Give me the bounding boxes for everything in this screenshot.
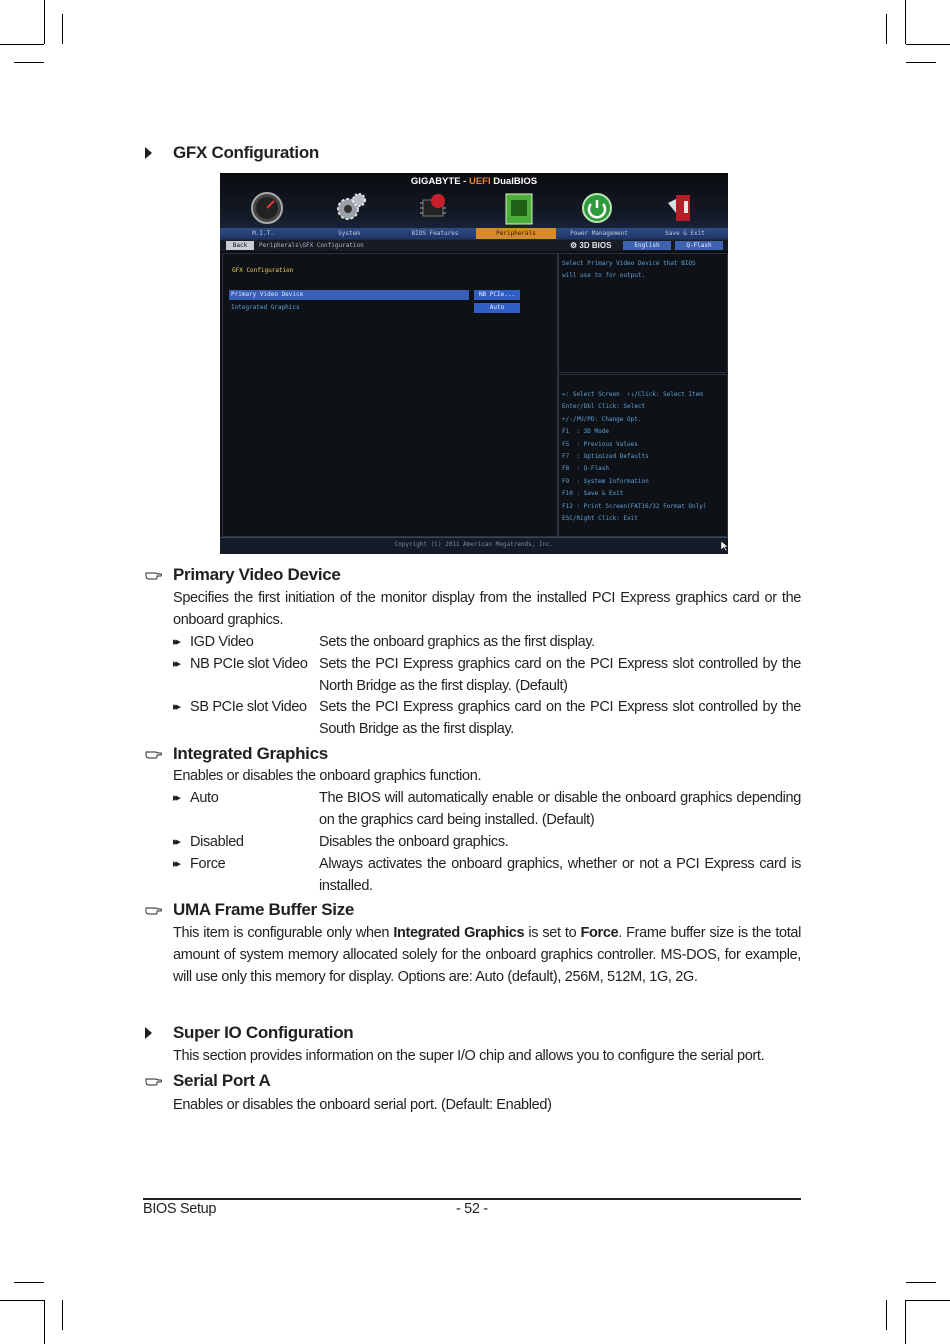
crop-mark <box>0 44 44 45</box>
tab-save-exit[interactable]: Save & Exit <box>665 230 705 237</box>
double-arrow-icon: ▸▸ <box>173 658 179 670</box>
crop-mark <box>906 62 936 63</box>
pointing-hand-icon <box>145 905 162 915</box>
section-title: GFX Configuration <box>173 143 319 162</box>
crop-mark <box>886 14 887 44</box>
bios-header <box>220 173 728 245</box>
primary-video-description: Specifies the first initiation of the monitor display from the installed PCI Express graphics card or the onboard graphics. <box>173 590 801 628</box>
double-arrow-icon: ▸▸ <box>173 701 179 713</box>
footer-rule <box>143 1198 801 1200</box>
integrated-graphics-description: Enables or disables the onboard graphics function. <box>173 768 482 784</box>
bios-subbar <box>220 240 728 251</box>
crop-mark <box>0 1300 44 1301</box>
item-title: Serial Port A <box>173 1071 271 1090</box>
tab-mit[interactable]: M.I.T. <box>252 230 274 237</box>
item-heading-integrated-graphics <box>145 744 328 764</box>
language-button[interactable]: English <box>623 241 671 250</box>
back-button[interactable]: Back <box>226 241 254 250</box>
double-arrow-icon: ▸▸ <box>173 836 179 848</box>
triangle-bullet-icon <box>145 147 152 159</box>
crop-mark <box>906 1282 936 1283</box>
value-primary-video[interactable]: NB PCIe... <box>474 290 520 300</box>
bios-screenshot <box>220 173 728 554</box>
crop-mark <box>14 1282 44 1283</box>
option-name: IGD Video <box>190 634 254 650</box>
tab-peripherals[interactable]: Peripherals <box>476 228 556 239</box>
key-help-text: ↔: Select Screen ↑↓/Click: Select Item Enter/Dbl Click: Select +/-/PU/PD: Change Opt. F1 : 3D Mode F5 : Previous Values F7 : Optimized Defaults F8 : Q-Flash F9 : System Information F10 : Save & Exit F12 : Print Screen(FAT16/32 Format Only) ESC/Right Click: Exit <box>562 391 707 523</box>
section-heading-gfx <box>145 143 319 163</box>
pointing-hand-icon <box>145 749 162 759</box>
option-row <box>173 853 801 897</box>
copyright: Copyright (C) 2011 American Megatrends, Inc. <box>394 541 554 548</box>
menu-item-integrated-graphics[interactable]: Integrated Graphics <box>231 304 300 311</box>
exit-door-icon <box>664 191 698 225</box>
item-heading-serial <box>145 1071 271 1091</box>
footer-left: BIOS Setup <box>143 1201 217 1217</box>
qflash-button[interactable]: Q-Flash <box>675 241 723 250</box>
item-heading-uma <box>145 900 354 920</box>
pointing-hand-icon <box>145 570 162 580</box>
bios-footer <box>220 537 728 554</box>
section-title: Super IO Configuration <box>173 1023 354 1042</box>
item-title: Integrated Graphics <box>173 744 328 763</box>
mouse-cursor-icon <box>721 541 728 551</box>
crop-mark <box>906 1300 950 1301</box>
option-description: Always activates the onboard graphics, whether or not a PCI Express card is installed. <box>319 856 801 894</box>
item-title: Primary Video Device <box>173 565 341 584</box>
serial-description: Enables or disables the onboard serial port. (Default: Enabled) <box>173 1097 552 1113</box>
page-number: - 52 - <box>456 1201 488 1217</box>
crop-mark <box>906 44 950 45</box>
option-name: Auto <box>190 790 219 806</box>
option-row <box>173 831 801 853</box>
item-title: UMA Frame Buffer Size <box>173 900 355 919</box>
help-panel <box>558 253 728 373</box>
option-description: Disables the onboard graphics. <box>319 834 509 850</box>
superio-description: This section provides information on the super I/O chip and allows you to configure the serial port. <box>173 1048 765 1064</box>
speedometer-icon <box>250 191 284 225</box>
tab-bios-features[interactable]: BIOS Features <box>411 230 459 237</box>
peripherals-card-icon <box>502 191 536 225</box>
double-arrow-icon: ▸▸ <box>173 636 179 648</box>
breadcrumb: Peripherals\GFX Configuration <box>259 242 364 249</box>
gears-icon <box>334 191 368 225</box>
option-row <box>173 653 801 697</box>
panel-title: GFX Configuration <box>232 267 294 274</box>
chip-icon <box>416 191 450 225</box>
value-integrated-graphics[interactable]: Auto <box>474 303 520 313</box>
double-arrow-icon: ▸▸ <box>173 858 179 870</box>
crop-mark <box>62 14 63 44</box>
help-text: Select Primary Video Device that BIOS will use to for output. <box>562 260 696 280</box>
section-heading-superio <box>145 1023 353 1043</box>
option-name: SB PCIe slot Video <box>190 699 307 715</box>
crop-mark <box>14 62 44 63</box>
crop-mark <box>905 1300 906 1344</box>
uma-description: This item is configurable only when Integrated Graphics is set to Force. Frame buffer size is the total amount of system memory allocated solely for the onboard graphics controller. MS-DOS, for example, will use only this memory for display. Options are: Auto (default), 256M, 512M, 1G, 2G. <box>173 925 802 985</box>
option-row <box>173 787 801 831</box>
option-name: Disabled <box>190 834 244 850</box>
option-description: Sets the onboard graphics as the first display. <box>319 634 595 650</box>
crop-mark <box>886 1300 887 1330</box>
3d-bios-logo: ⚙ 3D BIOS <box>570 241 612 250</box>
option-name: Force <box>190 856 226 872</box>
option-description: Sets the PCI Express graphics card on the PCI Express slot controlled by the North Bridge as the first display. (Default) <box>319 656 801 694</box>
tab-power-management[interactable]: Power Management <box>570 230 628 237</box>
bios-title: GIGABYTE - UEFI DualBIOS <box>410 176 538 187</box>
option-description: The BIOS will automatically enable or disable the onboard graphics depending on the graphics card being installed. (Default) <box>319 790 801 828</box>
crop-mark <box>44 1300 45 1344</box>
crop-mark <box>44 0 45 44</box>
tab-system[interactable]: System <box>338 230 360 237</box>
double-arrow-icon: ▸▸ <box>173 792 179 804</box>
crop-mark <box>905 0 906 44</box>
crop-mark <box>62 1300 63 1330</box>
menu-item-primary-video[interactable]: Primary Video Device <box>231 291 304 298</box>
option-row <box>173 631 801 653</box>
option-description: Sets the PCI Express graphics card on the PCI Express slot controlled by the South Bridge as the first display. <box>319 699 801 737</box>
option-row <box>173 696 801 740</box>
item-heading-primary-video <box>145 565 341 585</box>
pointing-hand-icon <box>145 1076 162 1086</box>
power-icon <box>580 191 614 225</box>
bios-tab-bar <box>220 228 728 239</box>
triangle-bullet-icon <box>145 1027 152 1039</box>
keys-panel <box>558 374 728 537</box>
option-name: NB PCIe slot Video <box>190 656 308 672</box>
